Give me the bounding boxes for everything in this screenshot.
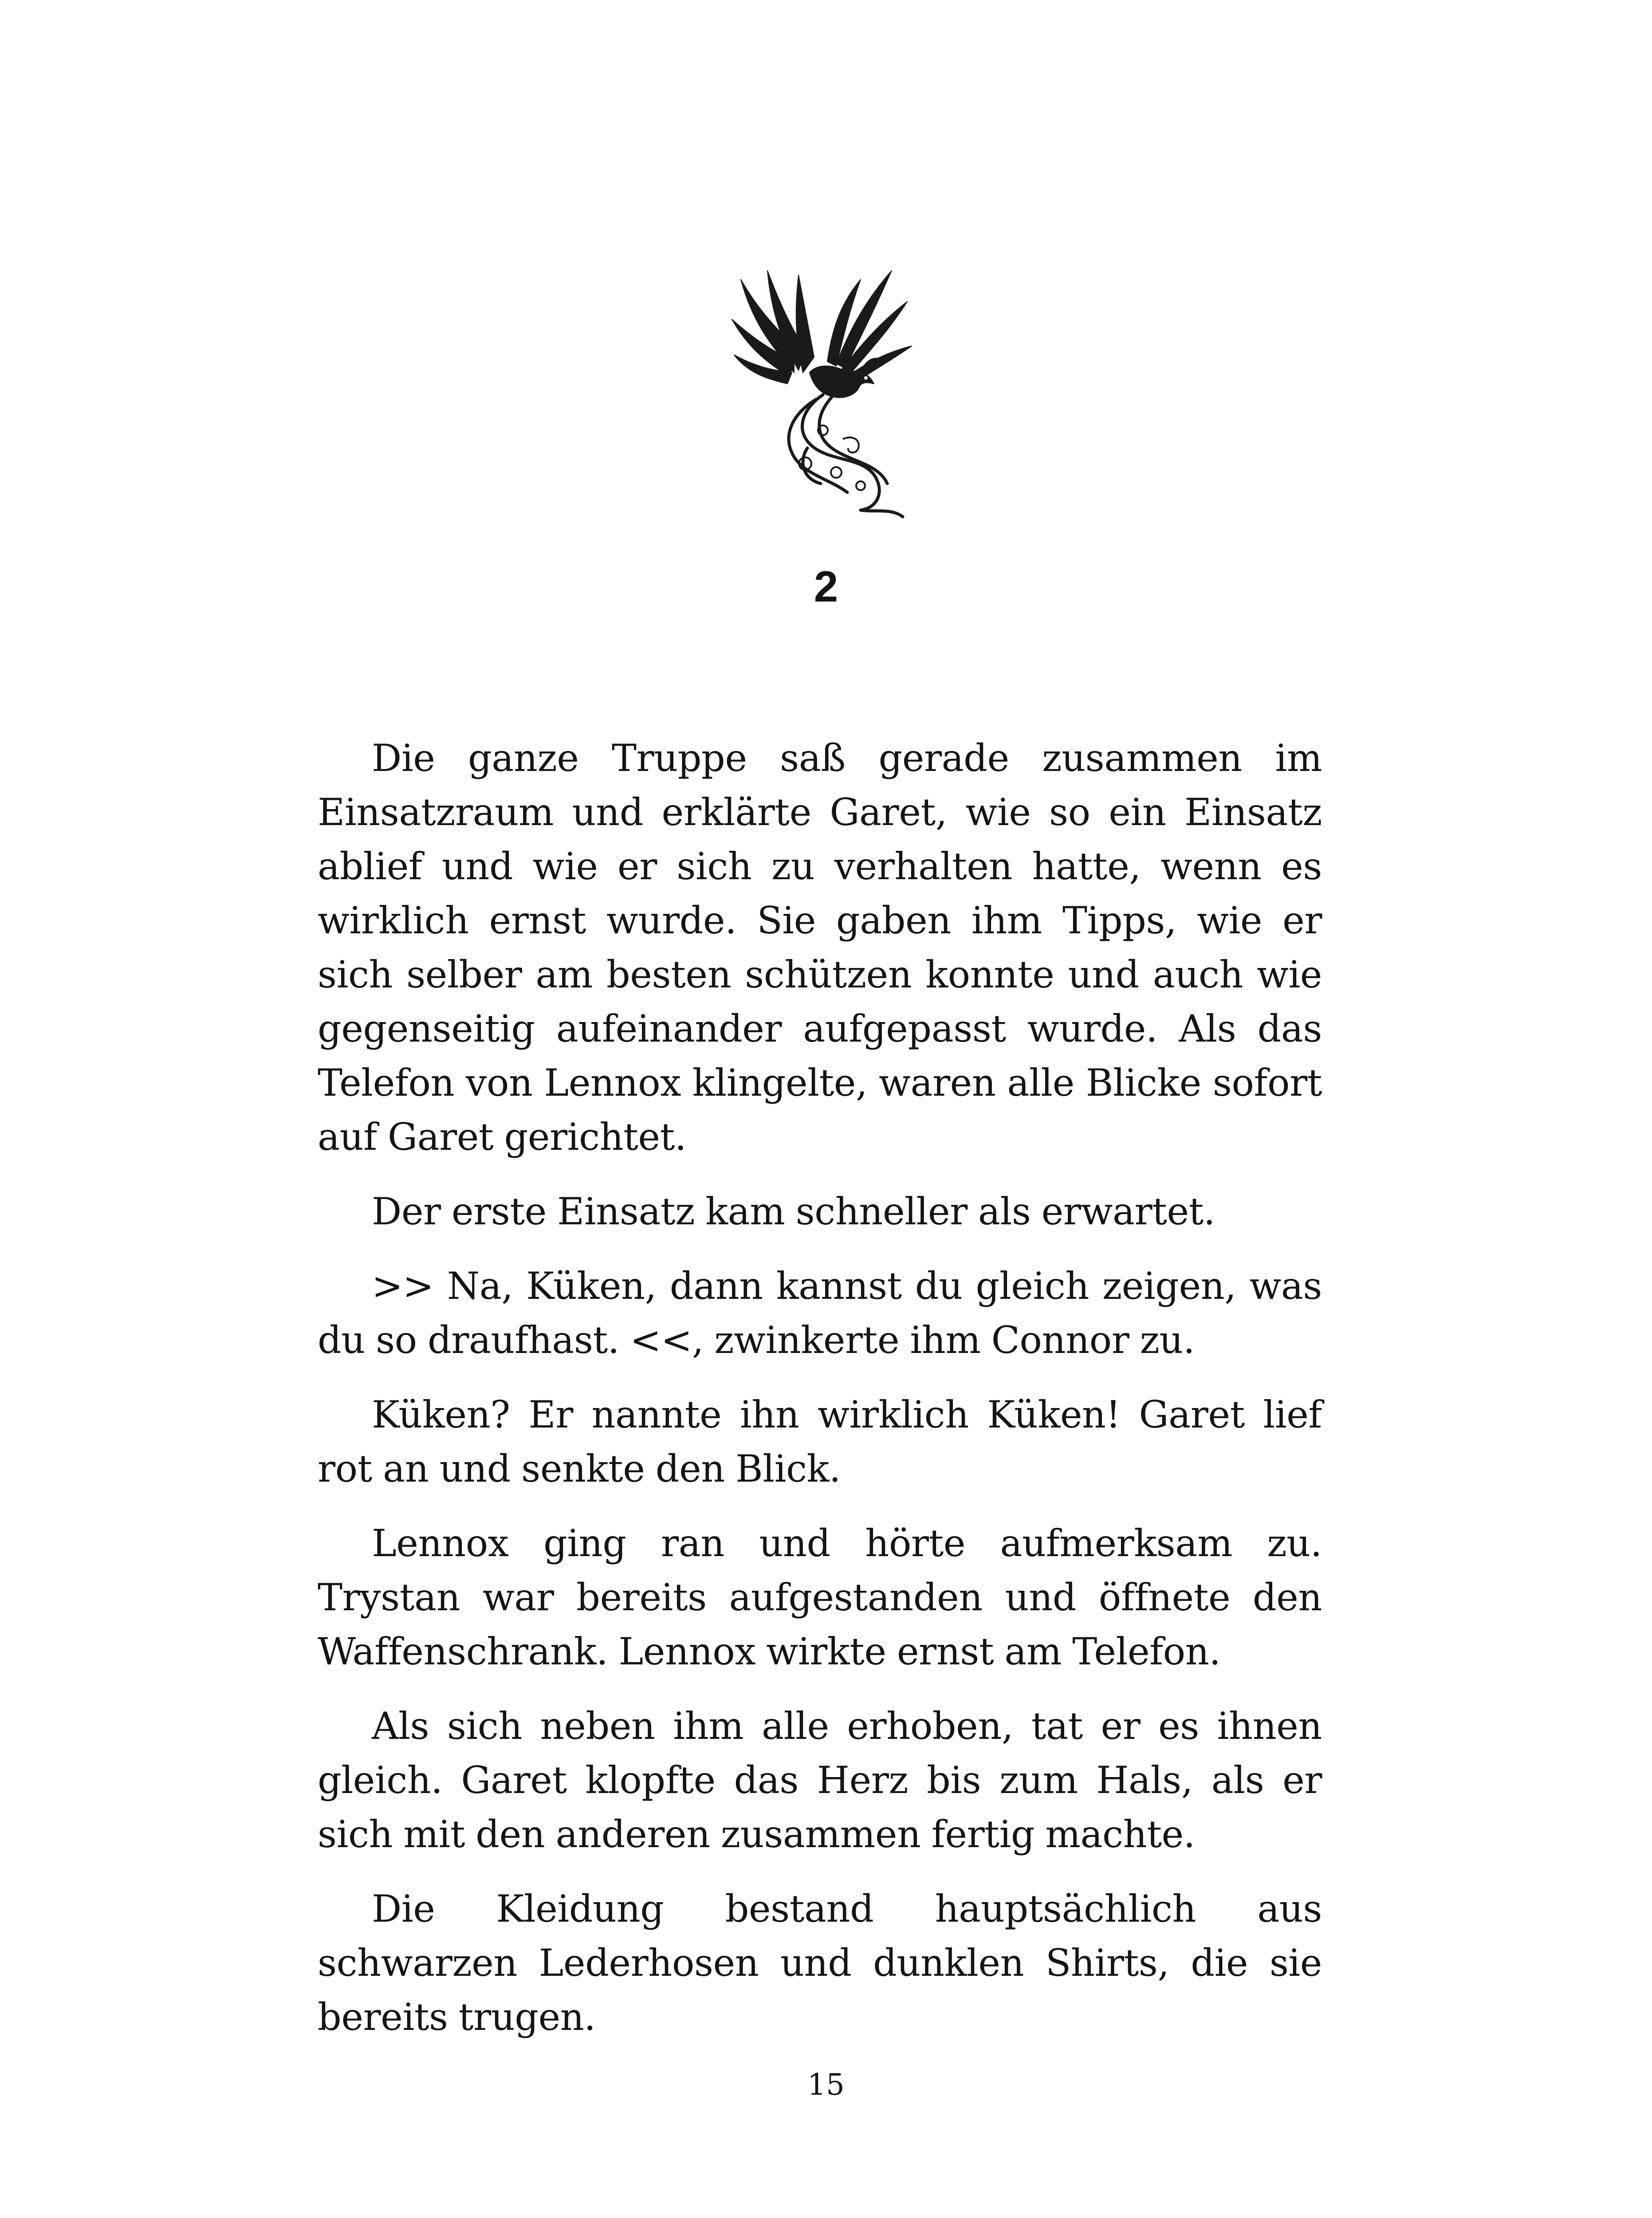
phoenix-icon	[728, 262, 914, 519]
paragraph: Die Kleidung bestand hauptsächlich aus schwarzen Lederhosen und dunklen Shirts, die sie bereits trugen.	[318, 1887, 1322, 2039]
chapter-number: 2	[814, 562, 838, 611]
paragraph: Die ganze Truppe saß gerade zusammen im Einsatzraum und erklärte Garet, wie so ein Einsatz ablief und wie er sich zu verhalten hatte, wenn es wirklich ernst wurde. Sie gaben ihm Tipps, wie er sich selber am besten schützen konnte und auch wie gegenseitig aufeinander aufgepasst wurde. Als das Telefon von Lennox klingelte, waren alle Blicke sofort auf Garet gerichtet.	[318, 736, 1322, 1159]
paragraph: Der erste Einsatz kam schneller als erwartet.	[372, 1190, 1215, 1233]
page-number: 15	[807, 2068, 845, 2102]
chapter-text	[318, 731, 1322, 2065]
paragraph: >> Na, Küken, dann kannst du gleich zeigen, was du so draufhast. <<, zwinkerte ihm Connor zu.	[318, 1264, 1322, 1362]
paragraph: Als sich neben ihm alle erhoben, tat er es ihnen gleich. Garet klopfte das Herz bis zum Hals, als er sich mit den anderen zusammen fertig machte.	[318, 1704, 1322, 1856]
paragraph: Lennox ging ran und hörte aufmerksam zu. Trystan war bereits aufgestanden und öffnete den Waffenschrank. Lennox wirkte ernst am Telefon.	[318, 1522, 1322, 1673]
paragraph: Küken? Er nannte ihn wirklich Küken! Garet lief rot an und senkte den Blick.	[318, 1393, 1322, 1490]
